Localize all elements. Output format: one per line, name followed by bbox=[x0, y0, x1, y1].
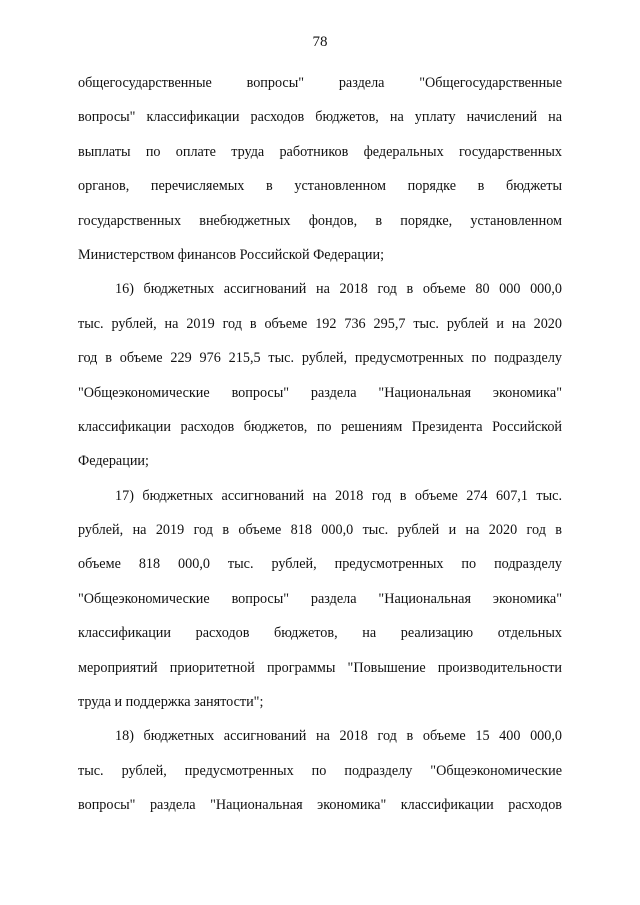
text-line: "Общеэкономические вопросы" раздела "Национальная экономика" bbox=[78, 384, 562, 401]
text-line: вопросы" раздела "Национальная экономика" классификации расходов bbox=[78, 797, 562, 814]
text-line: вопросы" классификации расходов бюджетов, на уплату начислений на bbox=[78, 109, 562, 126]
text-line: тыс. рублей, предусмотренных по подразделу "Общеэкономические bbox=[78, 762, 562, 779]
paragraph-first-line: 16) бюджетных ассигнований на 2018 год в объеме 80 000 000,0 bbox=[115, 281, 562, 298]
text-line: государственных внебюджетных фондов, в порядке, установленном bbox=[78, 212, 562, 229]
text-line: органов, перечисляемых в установленном порядке в бюджеты bbox=[78, 178, 562, 195]
paragraph-first-line: 17) бюджетных ассигнований на 2018 год в объеме 274 607,1 тыс. bbox=[115, 487, 562, 504]
text-line: общегосударственные вопросы" раздела "Общегосударственные bbox=[78, 75, 562, 91]
text-line: труда и поддержка занятости"; bbox=[78, 694, 264, 711]
text-line: выплаты по оплате труда работников федеральных государственных bbox=[78, 143, 562, 160]
paragraph-first-line: 18) бюджетных ассигнований на 2018 год в объеме 15 400 000,0 bbox=[115, 728, 562, 745]
text-line: мероприятий приоритетной программы "Повышение производительности bbox=[78, 659, 562, 676]
document-body bbox=[78, 66, 562, 823]
text-line: классификации расходов бюджетов, по решениям Президента Российской bbox=[78, 418, 562, 435]
text-line: рублей, на 2019 год в объеме 818 000,0 тыс. рублей и на 2020 год в bbox=[78, 522, 562, 539]
text-line: классификации расходов бюджетов, на реализацию отдельных bbox=[78, 625, 562, 642]
text-line: Министерством финансов Российской Федерации; bbox=[78, 246, 385, 263]
page-number: 78 bbox=[312, 34, 328, 50]
text-line: год в объеме 229 976 215,5 тыс. рублей, предусмотренных по подразделу bbox=[78, 350, 562, 367]
text-line: тыс. рублей, на 2019 год в объеме 192 736 295,7 тыс. рублей и на 2020 bbox=[78, 315, 562, 332]
text-line: "Общеэкономические вопросы" раздела "Национальная экономика" bbox=[78, 590, 562, 607]
text-line: объеме 818 000,0 тыс. рублей, предусмотренных по подразделу bbox=[78, 556, 562, 573]
text-line: Федерации; bbox=[78, 453, 149, 470]
